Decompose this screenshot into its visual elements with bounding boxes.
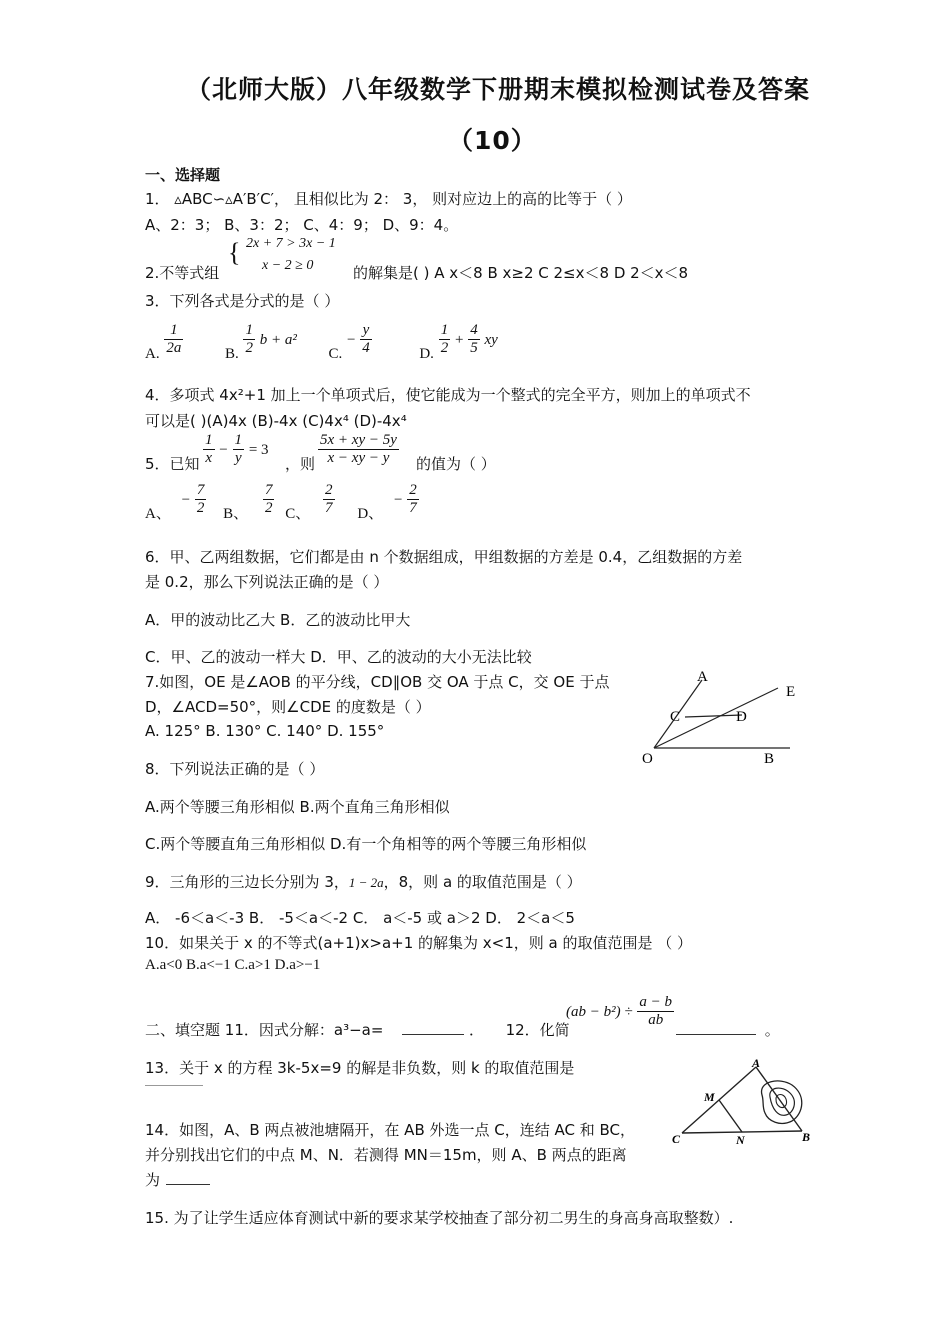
question-5-suffix: 的值为（ ） (416, 455, 496, 473)
label-E: E (786, 684, 796, 700)
question-9: 9．三角形的三边长分别为 3，1 − 2a，8，则 a 的取值范围是（ ） (145, 873, 582, 891)
label-M: M (704, 1090, 715, 1104)
question-8-options-ab: A.两个等腰三角形相似 B.两个直角三角形相似 (145, 798, 450, 816)
question-3-options: A. $\frac{1}{2a}$ B. $\frac{1}{2}$ b + a² C. − $\frac{y}{4}$ D. $\frac{1}{2}$ + $\frac{4}{5}$ xy (145, 322, 498, 362)
question-10-options: A.a<0 B.a<−1 C.a>1 D.a>−1 (145, 957, 321, 973)
section-heading-fill: 二、填空题 11．因式分解：a³−a= ． 12．化简 (145, 1021, 570, 1039)
question-4-options: 可以是( )(A)4x (B)-4x (C)4x⁴ (D)-4x⁴ (145, 412, 407, 430)
question-1: 1． ▵ABC∽▵A′B′C′， 且相似比为 2： 3， 则对应边上的高的比等于（ ） (145, 190, 632, 208)
pond-figure (668, 1055, 818, 1147)
label-A: A (752, 1056, 761, 1070)
question-12-expression: (ab − b²) ÷ $\frac{a - b}{ab}$ (566, 994, 672, 1028)
question-6: 6．甲、乙两组数据，它们都是由 n 个数据组成，甲组数据的方差是 0.4，乙组数据的方差 (145, 548, 743, 566)
question-13: 13．关于 x 的方程 3k-5x=9 的解是非负数，则 k 的取值范围是 (145, 1059, 575, 1077)
label-A: A (697, 669, 708, 685)
question-12-answer: 。 (676, 1019, 780, 1040)
question-2-prefix: 2.不等式组 (145, 264, 220, 282)
question-14: 14．如图，A、B 两点被池塘隔开，在 AB 外选一点 C，连结 AC 和 BC， (145, 1121, 636, 1139)
question-10: 10．如果关于 x 的不等式(a+1)x>a+1 的解集为 x<1，则 a 的取值范围是 （ ） (145, 934, 693, 952)
brace: { (228, 238, 241, 267)
label-D: D (736, 709, 747, 725)
question-8: 8．下列说法正确的是（ ） (145, 760, 325, 778)
question-5-prefix: 5．已知 (145, 455, 200, 473)
question-15: 15. 为了让学生适应体育测试中新的要求某学校抽查了部分初二男生的身高身高取整数）. (145, 1209, 734, 1227)
page-title: （北师大版）八年级数学下册期末模拟检测试卷及答案 (186, 75, 811, 104)
question-14-line2: 并分别找出它们的中点 M、N．若测得 MN＝15m，则 A、B 两点的距离 (145, 1146, 627, 1164)
label-B: B (802, 1130, 811, 1144)
angle-bisector-figure (630, 660, 820, 775)
question-5-mid: ，则 (285, 455, 316, 473)
question-5-condition: $\frac{1}{x}$ − $\frac{1}{y}$ = 3 (205, 432, 269, 466)
q13-blank[interactable] (145, 1085, 203, 1086)
question-6-options-cd: C．甲、乙的波动一样大 D．甲、乙的波动的大小无法比较 (145, 648, 532, 666)
label-C: C (670, 709, 681, 725)
label-O: O (642, 751, 653, 767)
q14-blank[interactable] (166, 1170, 210, 1185)
question-6-line2: 是 0.2，那么下列说法正确的是（ ） (145, 573, 389, 591)
question-7-options: A. 125° B. 130° C. 140° D. 155° (145, 722, 385, 740)
label-N: N (736, 1133, 745, 1147)
question-5-expression: $\frac{5x + xy - 5y}{x - xy - y}$ (320, 432, 397, 466)
system-line-1: 2x + 7 > 3x − 1 (246, 236, 336, 251)
question-3: 3．下列各式是分式的是（ ） (145, 292, 340, 310)
question-14-line3: 为 (145, 1169, 210, 1190)
page-title-number: （10） (448, 126, 537, 155)
label-B: B (764, 751, 775, 767)
question-8-options-cd: C.两个等腰直角三角形相似 D.有一个角相等的两个等腰三角形相似 (145, 835, 587, 853)
question-7-line2: D，∠ACD=50°，则∠CDE 的度数是（ ） (145, 698, 431, 716)
question-1-options: A、2：3； B、3：2； C、4：9； D、9：4。 (145, 216, 459, 234)
label-C: C (672, 1132, 681, 1146)
question-5-options: A、 − $\frac{7}{2}$ B、 $\frac{7}{2}$ C、 $\frac{2}{7}$ D、 − $\frac{2}{7}$ (145, 482, 417, 522)
question-7: 7.如图，OE 是∠AOB 的平分线，CD∥OB 交 OA 于点 C，交 OE 于点 (145, 673, 610, 691)
q11-blank[interactable] (402, 1020, 464, 1035)
question-2: 的解集是( ) A x＜8 B x≥2 C 2≤x＜8 D 2＜x＜8 (353, 264, 689, 282)
section-heading-choice: 一、选择题 (145, 166, 221, 184)
question-4: 4．多项式 4x²+1 加上一个单项式后，使它能成为一个整式的完全平方，则加上的单项式不 (145, 386, 751, 404)
system-line-2: x − 2 ≥ 0 (262, 258, 314, 273)
question-6-options-ab: A．甲的波动比乙大 B．乙的波动比甲大 (145, 611, 411, 629)
question-9-options: A． -6＜a＜-3 B． -5＜a＜-2 C． a＜-5 或 a＞2 D． 2＜a＜5 (145, 909, 575, 927)
q12-blank[interactable] (676, 1020, 756, 1035)
